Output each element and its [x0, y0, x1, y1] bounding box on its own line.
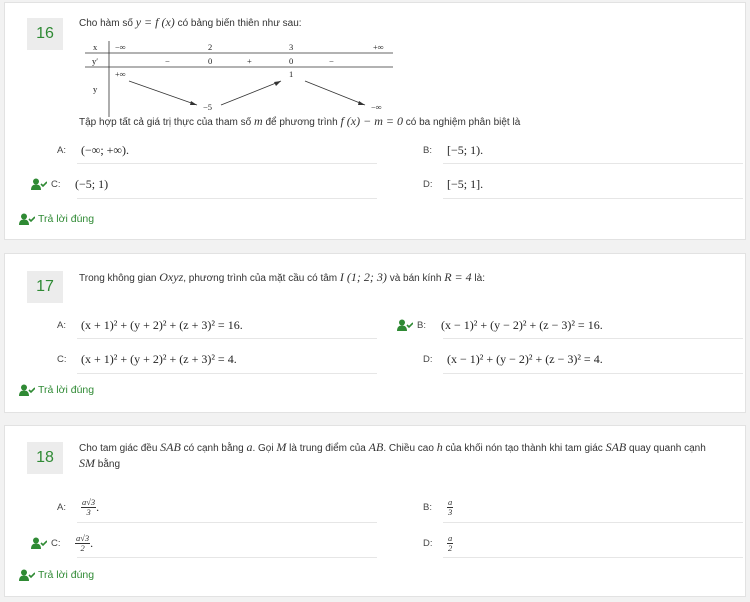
answer-status: Trả lời đúng	[19, 569, 94, 581]
sign: −	[165, 56, 170, 66]
question-prompt: Cho hàm số y = f (x) có bảng biến thiên như sau:	[79, 15, 302, 29]
question-number: 17	[27, 271, 63, 303]
y-value: −5	[203, 102, 213, 112]
question-card-18	[4, 425, 746, 597]
answer-status: Trả lời đúng	[19, 384, 94, 396]
option-c[interactable]: C: (−5; 1)	[31, 173, 108, 195]
option-b[interactable]: B: [−5; 1).	[423, 142, 484, 157]
option-b[interactable]: B: $\frac{a}{3}$	[423, 496, 453, 517]
x-value: 3	[289, 42, 294, 52]
user-check-icon	[31, 178, 47, 190]
sign: 0	[208, 56, 213, 66]
variation-table	[81, 39, 401, 119]
user-check-icon	[19, 569, 35, 581]
question-number: 18	[27, 442, 63, 474]
x-value: −∞	[115, 42, 126, 52]
y-label: y	[93, 84, 98, 94]
question-card-17	[4, 253, 746, 413]
y-value: 1	[289, 69, 294, 79]
user-check-icon	[19, 213, 35, 225]
x-value: +∞	[373, 42, 384, 52]
option-a[interactable]: A: (−∞; +∞).	[57, 142, 129, 157]
x-value: 2	[208, 42, 213, 52]
option-d[interactable]: D: (x − 1)² + (y − 2)² + (z − 3)² = 4.	[423, 351, 603, 366]
user-check-icon	[397, 319, 413, 331]
question-prompt: Cho tam giác đều SAB có cạnh bằng a. Gọi M là trung điểm của AB. Chiều cao h của khối nón tạo thành khi tam giác SAB quay quanh cạnh SM bằng	[79, 440, 706, 470]
question-prompt: Trong không gian Oxyz, phương trình của mặt cầu có tâm I (1; 2; 3) và bán kính R = 4 là:	[79, 270, 485, 284]
option-c[interactable]: C: (x + 1)² + (y + 2)² + (z + 3)² = 4.	[57, 351, 237, 366]
option-a[interactable]: A: $\frac{a√3}{3}$ .	[57, 496, 100, 517]
answer-status: Trả lời đúng	[19, 213, 94, 225]
question-subprompt: Tập hợp tất cả giá trị thực của tham số m để phương trình f (x) − m = 0 có ba nghiệm phân biệt là	[79, 114, 521, 128]
y-value: +∞	[115, 69, 126, 79]
sign: +	[247, 56, 252, 66]
x-label: x	[93, 42, 98, 52]
option-d[interactable]: D: [−5; 1].	[423, 176, 484, 191]
user-check-icon	[31, 537, 47, 549]
yprime-label: y′	[92, 56, 99, 66]
option-c[interactable]: C: $\frac{a√3}{2}$ .	[31, 530, 93, 556]
question-number: 16	[27, 18, 63, 50]
question-card-16	[4, 2, 746, 240]
option-d[interactable]: D: $\frac{a}{2}$	[423, 532, 453, 553]
sign: 0	[289, 56, 294, 66]
y-value: −∞	[371, 102, 382, 112]
option-b[interactable]: B: (x − 1)² + (y − 2)² + (z − 3)² = 16.	[397, 314, 603, 336]
sign: −	[329, 56, 334, 66]
user-check-icon	[19, 384, 35, 396]
option-a[interactable]: A: (x + 1)² + (y + 2)² + (z + 3)² = 16.	[57, 317, 243, 332]
